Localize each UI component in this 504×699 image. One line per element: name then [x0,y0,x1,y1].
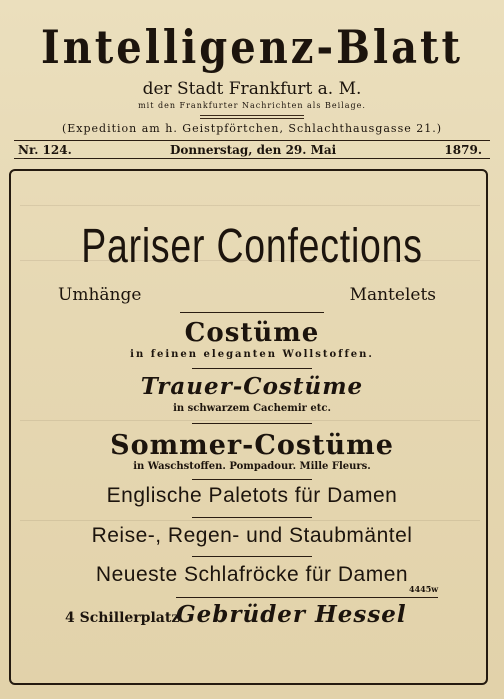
bleed-through-line [20,420,480,421]
masthead-subtitle: der Stadt Frankfurt a. M. [142,79,362,99]
header-rule-top [14,140,490,141]
ad-line-englische-paletots: Englische Paletots für Damen [106,484,398,507]
ad-line-schlafroecke: Neueste Schlafröcke für Damen [95,563,409,586]
ad-item-umhaenge: Umhänge [58,285,142,305]
separator-rule [192,479,312,480]
ad-line-reise-maentel: Reise-, Regen- und Staubmäntel [91,524,413,547]
issue-number: Nr. 124. [18,143,72,157]
sommer-costume-subtitle: in Waschstoffen. Pompadour. Mille Fleurs. [133,461,371,472]
trauer-costume-title: Trauer-Costüme [140,373,364,400]
sommer-costume-title: Sommer-Costüme [110,430,394,461]
firm-address: 4 Schillerplatz [65,610,180,626]
masthead-title: Intelligenz-Blatt [41,20,463,75]
ad-reference-code: 4445w [409,584,439,594]
masthead-supplement: mit den Frankfurter Nachrichten als Beilage. [138,101,366,110]
separator-rule [176,597,438,598]
masthead-ornament-divider [200,115,304,119]
costume-subtitle: in feinen eleganten Wollstoffen. [130,349,374,360]
issue-year: 1879. [444,143,482,157]
masthead-expedition: (Expedition am h. Geistpförtchen, Schlachthausgasse 21.) [61,122,443,135]
issue-date: Donnerstag, den 29. Mai [170,143,337,157]
separator-rule [192,423,312,424]
firm-name: Gebrüder Hessel [176,601,407,628]
bleed-through-line [20,520,480,521]
trauer-costume-subtitle: in schwarzem Cachemir etc. [173,403,331,414]
costume-title: Costüme [184,318,320,348]
separator-rule [192,517,312,518]
separator-rule [192,368,312,369]
ad-heading: Pariser Confections [81,220,423,273]
separator-rule [192,556,312,557]
ad-item-mantelets: Mantelets [349,285,436,305]
separator-rule [180,312,324,313]
bleed-through-line [20,205,480,206]
header-rule-bottom [14,158,490,159]
